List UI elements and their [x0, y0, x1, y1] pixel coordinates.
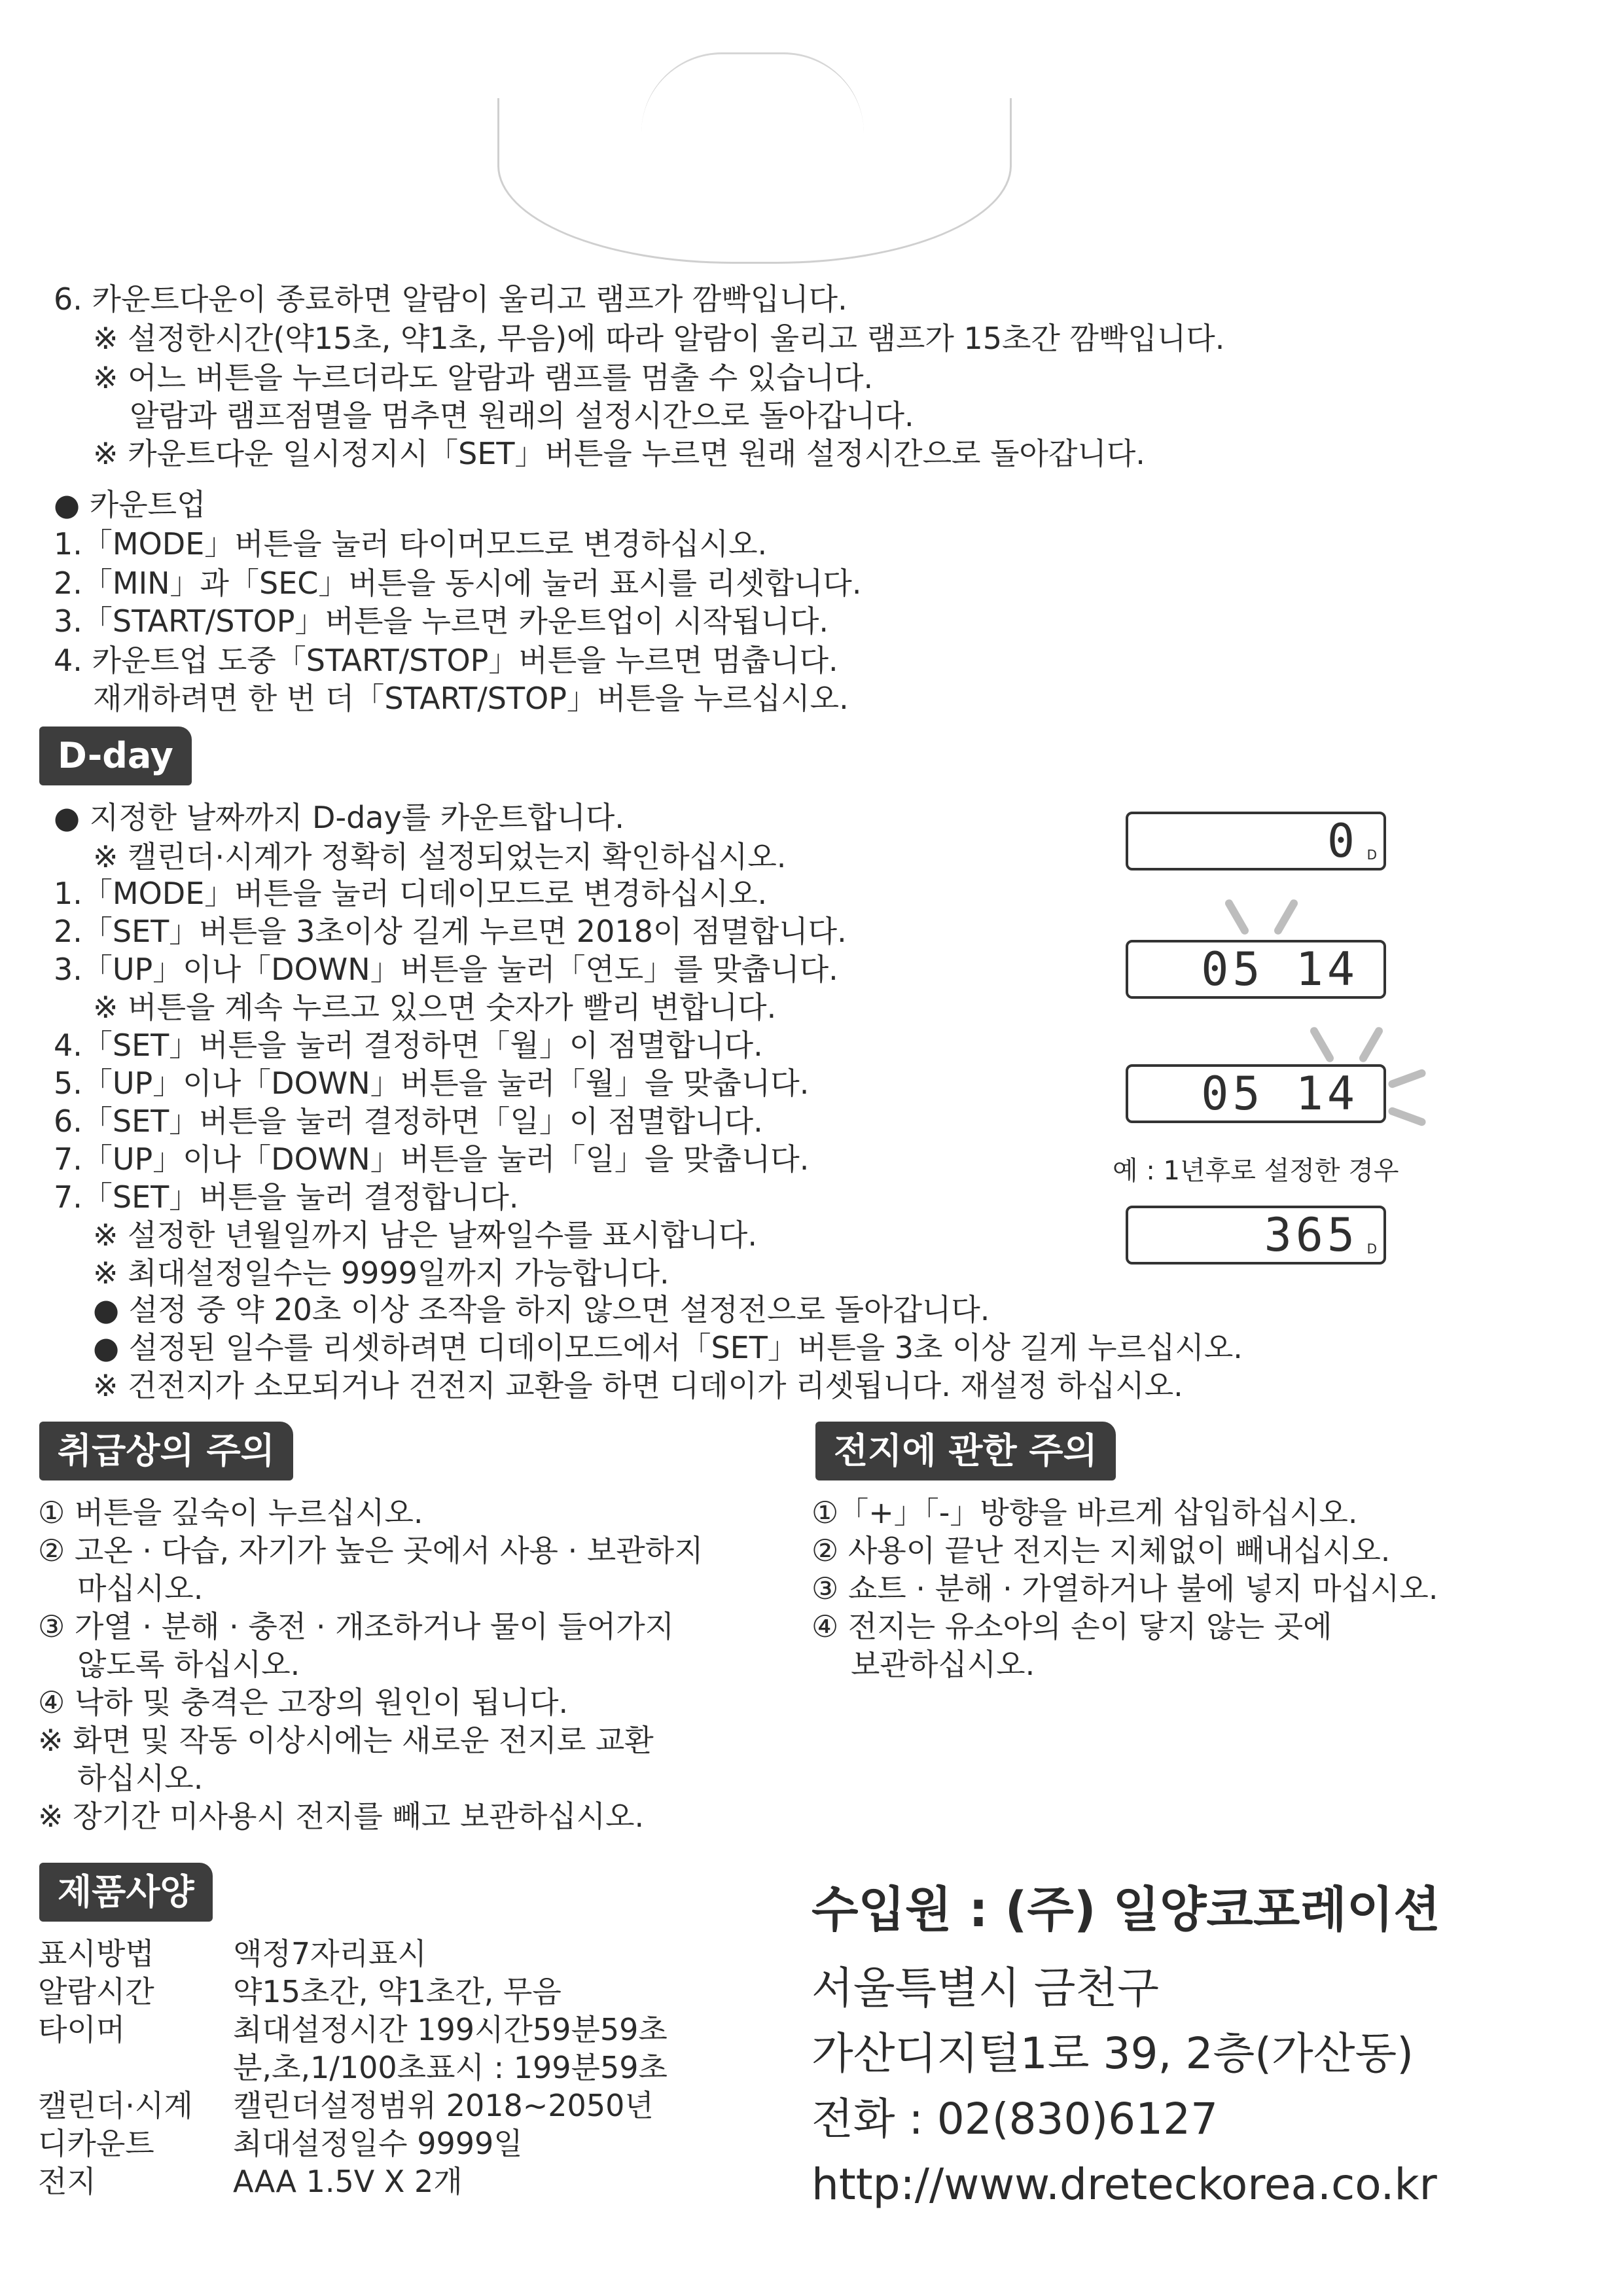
spec-label: 디카운트 [38, 2126, 154, 2161]
dday-header: D-day [39, 726, 192, 785]
lcd-display-year-blink [1126, 940, 1386, 999]
dday-line: 3.「UP」이나「DOWN」버튼을 눌러「연도」를 맞춥니다. [54, 952, 838, 987]
handling-line: ※ 장기간 미사용시 전지를 빼고 보관하십시오. [38, 1799, 645, 1834]
blink-ray [1358, 1026, 1384, 1064]
handling-line: ③ 가열 · 분해 · 충전 · 개조하거나 물이 들어가지 [38, 1609, 675, 1644]
spec-value: 최대설정일수 9999일 [233, 2126, 523, 2161]
spec-value: 최대설정시간 199시간59분59초 [233, 2012, 668, 2047]
lcd-display-zero [1126, 812, 1386, 870]
battery-header: 전지에 관한 주의 [815, 1422, 1116, 1480]
countup-step-4: 4. 카운트업 도중「START/STOP」버튼을 누르면 멈춥니다. [54, 643, 838, 678]
dday-line: ※ 최대설정일수는 9999일까지 가능합니다. [93, 1255, 669, 1291]
countup-step-4b: 재개하려면 한 번 더「START/STOP」버튼을 누르십시오. [93, 681, 849, 716]
blink-ray [1224, 898, 1250, 936]
countdown-note-c: 알람과 램프점멸을 멈추면 원래의 설정시간으로 돌아갑니다. [130, 398, 914, 433]
specs-header: 제품사양 [39, 1863, 213, 1922]
handling-line: 마십시오. [77, 1571, 204, 1606]
importer-address-2: 가산디지털1로 39, 2층(가산동) [812, 2028, 1414, 2079]
handling-line: ④ 낙하 및 충격은 고장의 원인이 됩니다. [38, 1685, 569, 1720]
spec-value: 캘린더설정범위 2018~2050년 [233, 2088, 654, 2123]
dday-line: ※ 캘린더·시계가 정확히 설정되었는지 확인하십시오. [93, 839, 787, 874]
spec-label: 알람시간 [38, 1974, 154, 2009]
lcd-digits: 0 [1327, 814, 1359, 868]
battery-line: ② 사용이 끝난 전지는 지체없이 빼내십시오. [812, 1533, 1391, 1568]
importer-phone: 전화 : 02(830)6127 [812, 2094, 1219, 2144]
importer-address-1: 서울특별시 금천구 [812, 1963, 1160, 2013]
dday-line: 4.「SET」버튼을 눌러 결정하면「월」이 점멸합니다. [54, 1028, 763, 1063]
countdown-note-6: 6. 카운트다운이 종료하면 알람이 울리고 램프가 깜빡입니다. [54, 281, 847, 317]
handling-line: ② 고온 · 다습, 자기가 높은 곳에서 사용 · 보관하지 [38, 1533, 704, 1568]
blink-ray [1309, 1026, 1335, 1064]
dday-line: ※ 설정한 년월일까지 남은 날짜일수를 표시합니다. [93, 1217, 757, 1253]
dday-line: 7.「SET」버튼을 눌러 결정합니다. [54, 1179, 519, 1215]
handling-line: ① 버튼을 깊숙이 누르십시오. [38, 1495, 423, 1530]
countdown-note-b: ※ 어느 버튼을 누르더라도 알람과 램프를 멈출 수 있습니다. [93, 360, 874, 395]
spec-label: 표시방법 [38, 1936, 154, 1971]
handling-header: 취급상의 주의 [39, 1422, 293, 1480]
lcd-digits: 365 [1264, 1208, 1359, 1262]
countup-step-3: 3.「START/STOP」버튼을 누르면 카운트업이 시작됩니다. [54, 603, 829, 639]
importer-title: 수입원 : (주) 일양코포레이션 [812, 1882, 1440, 1938]
importer-url: http://www.dreteckorea.co.kr [812, 2159, 1437, 2210]
battery-line: ①「+」「-」방향을 바르게 삽입하십시오. [812, 1495, 1358, 1530]
lcd-digits: 05 14 [1201, 942, 1359, 996]
battery-line: 보관하십시오. [851, 1647, 1035, 1682]
handling-line: ※ 화면 및 작동 이상시에는 새로운 전지로 교환 [38, 1723, 654, 1758]
dday-line: 2.「SET」버튼을 3초이상 길게 누르면 2018이 점멸합니다. [54, 914, 847, 949]
dday-line: ● 설정 중 약 20초 이상 조작을 하지 않으면 설정전으로 돌아갑니다. [93, 1292, 990, 1327]
dday-line: 7.「UP」이나「DOWN」버튼을 눌러「일」을 맞춥니다. [54, 1141, 810, 1177]
countup-heading: ● 카운트업 [54, 487, 206, 522]
lcd-display-365 [1126, 1206, 1386, 1265]
spec-value: 약15초간, 약1초간, 무음 [233, 1974, 562, 2009]
lcd-digits: 05 14 [1201, 1067, 1359, 1121]
blink-ray [1273, 898, 1299, 936]
handling-line: 않도록 하십시오. [77, 1647, 300, 1682]
spec-label: 타이머 [38, 2012, 126, 2047]
countup-step-2: 2.「MIN」과「SEC」버튼을 동시에 눌러 표시를 리셋합니다. [54, 565, 862, 601]
dday-line: ※ 건전지가 소모되거나 건전지 교환을 하면 디데이가 리셋됩니다. 재설정 하십시오. [93, 1368, 1183, 1403]
battery-line: ④ 전지는 유소아의 손이 닿지 않는 곳에 [812, 1609, 1332, 1644]
lcd-d-suffix: D [1366, 1241, 1377, 1257]
blink-ray [1387, 1106, 1427, 1127]
hanger-hole [497, 98, 1012, 264]
countdown-note-a: ※ 설정한시간(약15초, 약1초, 무음)에 따라 알람이 울리고 램프가 15초간 깜빡입니다. [93, 321, 1225, 356]
dday-line: 1.「MODE」버튼을 눌러 디데이모드로 변경하십시오. [54, 876, 768, 911]
battery-line: ③ 쇼트 · 분해 · 가열하거나 불에 넣지 마십시오. [812, 1571, 1438, 1606]
spec-value: 액정7자리표시 [233, 1936, 427, 1971]
handling-line: 하십시오. [77, 1761, 204, 1796]
spec-value: AAA 1.5V X 2개 [233, 2164, 463, 2199]
lcd-d-suffix: D [1366, 847, 1377, 863]
lcd-display-day-blink [1126, 1064, 1386, 1123]
dday-line: ※ 버튼을 계속 누르고 있으면 숫자가 빨리 변합니다. [93, 990, 777, 1025]
countdown-note-d: ※ 카운트다운 일시정지시「SET」버튼을 누르면 원래 설정시간으로 돌아갑니다. [93, 436, 1145, 471]
spec-value: 분,초,1/100초표시 : 199분59초 [233, 2050, 668, 2085]
countup-step-1: 1.「MODE」버튼을 눌러 타이머모드로 변경하십시오. [54, 526, 768, 562]
spec-label: 전지 [38, 2164, 96, 2199]
dday-line: 6.「SET」버튼을 눌러 결정하면「일」이 점멸합니다. [54, 1103, 763, 1139]
blink-ray [1387, 1068, 1427, 1089]
dday-line: ● 지정한 날짜까지 D-day를 카운트합니다. [54, 800, 624, 835]
dday-line: 5.「UP」이나「DOWN」버튼을 눌러「월」을 맞춥니다. [54, 1066, 810, 1101]
dday-line: ● 설정된 일수를 리셋하려면 디데이모드에서「SET」버튼을 3초 이상 길게 누르십시오. [93, 1330, 1243, 1365]
lcd-caption: 예 : 1년후로 설정한 경우 [1113, 1156, 1399, 1186]
spec-label: 캘린더·시계 [38, 2088, 193, 2123]
